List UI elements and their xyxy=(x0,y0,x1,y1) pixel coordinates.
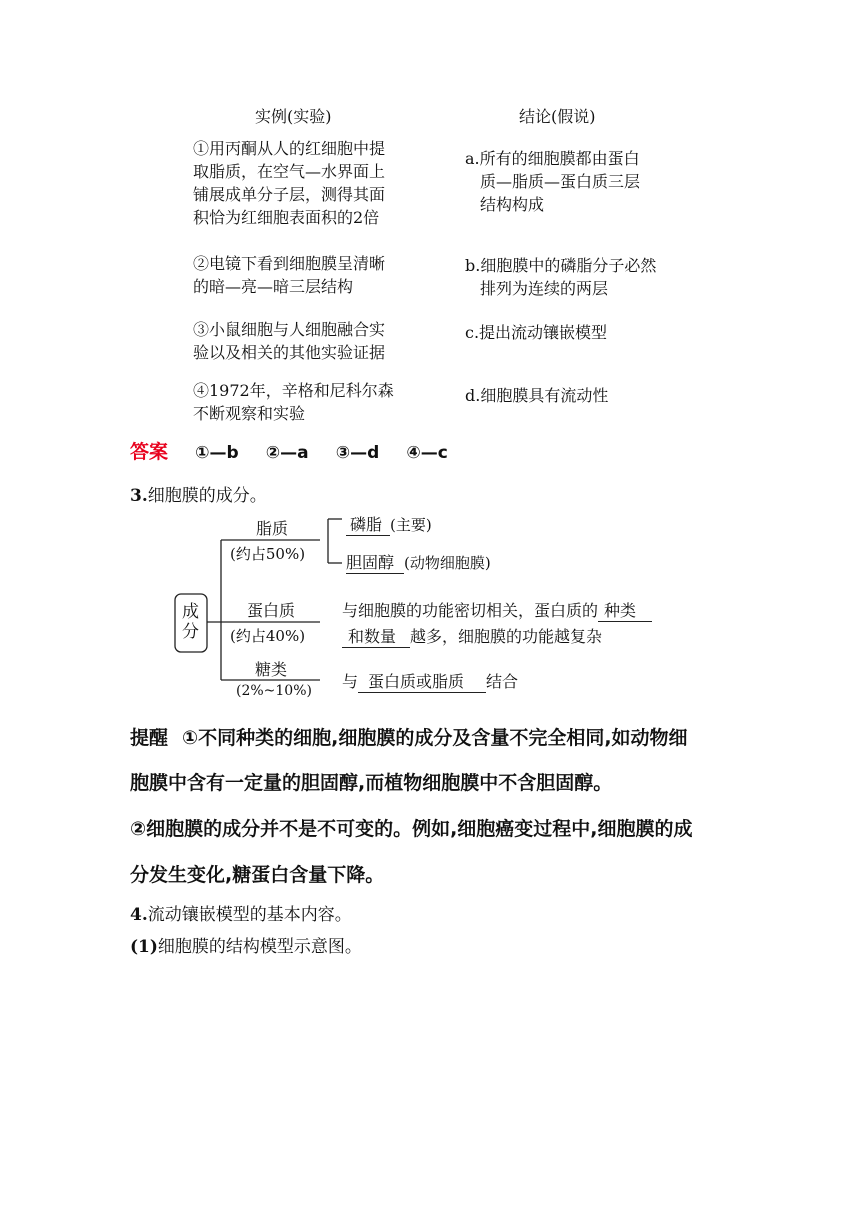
hint-label: 提醒 xyxy=(130,727,169,749)
hint-line-2: 胞膜中含有一定量的胆固醇,而植物细胞膜中不含胆固醇。 xyxy=(130,772,613,794)
protein-share: (约占40%) xyxy=(230,627,306,645)
conclusion-b: b.细胞膜中的磷脂分子必然 排列为连续的两层 xyxy=(465,256,657,298)
table-header-conclusions: 结论(假说) xyxy=(519,107,596,126)
lipid-share: (约占50%) xyxy=(230,545,306,563)
example-2: ②电镜下看到细胞膜呈清晰 的暗—亮—暗三层结构 xyxy=(193,254,386,296)
sugar-description: 与 蛋白质或脂质 结合 xyxy=(342,669,518,693)
protein-label: 蛋白质 xyxy=(247,601,296,620)
hint-line-4: 分发生变化,糖蛋白含量下降。 xyxy=(130,864,385,886)
protein-description-line1: 与细胞膜的功能密切相关，蛋白质的 种类 xyxy=(342,598,652,622)
lipid-sub-phospholipid: 磷脂 (主要) xyxy=(346,512,432,536)
conclusion-a: a.所有的细胞膜都由蛋白 质—脂质—蛋白质三层 结构构成 xyxy=(465,149,641,214)
section-4-heading: 4.流动镶嵌模型的基本内容。 xyxy=(130,905,352,925)
answer-pair: ③—d xyxy=(335,443,380,463)
protein-description-line2: 和数量 越多，细胞膜的功能越复杂 xyxy=(342,624,602,648)
conclusion-c: c.提出流动镶嵌模型 xyxy=(465,323,608,342)
example-1: ①用丙酮从人的红细胞中提 取脂质，在空气—水界面上 铺展成单分子层，测得其面 积恰为红细胞表面积的2倍 xyxy=(193,139,386,227)
answer-pair: ④—c xyxy=(406,443,448,463)
answer-pair: ①—b xyxy=(195,443,239,463)
sugar-share: (2%~10%) xyxy=(236,683,312,699)
hint-line-1: 提醒 ①不同种类的细胞,细胞膜的成分及含量不完全相同,如动物细 xyxy=(130,727,688,749)
table-header-examples: 实例(实验) xyxy=(255,107,332,126)
example-3: ③小鼠细胞与人细胞融合实 验以及相关的其他实验证据 xyxy=(193,320,386,362)
lipid-label: 脂质 xyxy=(256,519,289,538)
answer-pair: ②—a xyxy=(265,443,309,463)
conclusion-d: d.细胞膜具有流动性 xyxy=(465,386,609,405)
example-4: ④1972年，辛格和尼科尔森 不断观察和实验 xyxy=(193,381,394,423)
hint-line-3: ②细胞膜的成分并不是不可变的。例如,细胞癌变过程中,细胞膜的成 xyxy=(130,818,693,840)
composition-root: 成 分 xyxy=(182,602,199,642)
answer-label: 答案 xyxy=(130,441,169,463)
section-3-heading: 3.细胞膜的成分。 xyxy=(130,486,267,506)
section-4-subheading: (1)细胞膜的结构模型示意图。 xyxy=(130,937,362,957)
sugar-label: 糖类 xyxy=(255,660,288,679)
lipid-sub-cholesterol: 胆固醇 (动物细胞膜) xyxy=(346,550,491,574)
